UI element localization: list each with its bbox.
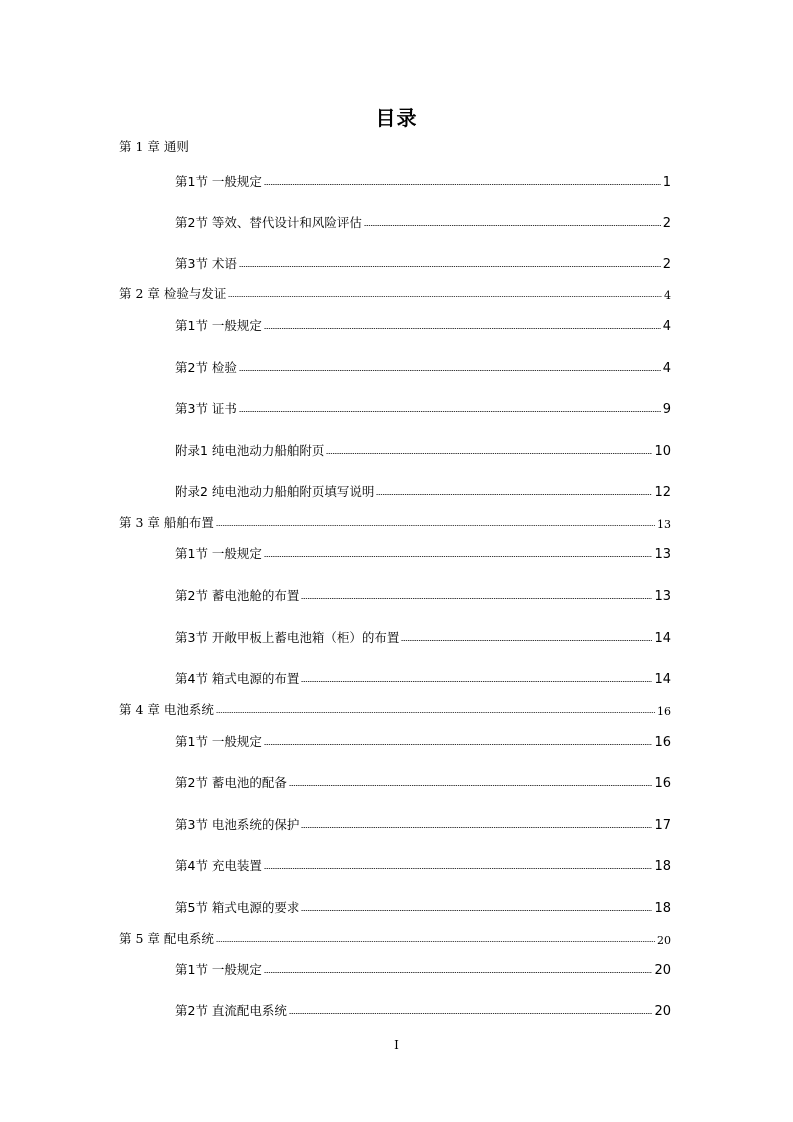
dot-leader — [326, 452, 652, 455]
dot-leader — [401, 639, 652, 642]
toc-entry-label: 第 4 章 电池系统 — [119, 702, 214, 717]
dot-leader — [289, 784, 653, 787]
dot-leader — [239, 369, 661, 372]
toc-page-number: 13 — [654, 547, 671, 562]
toc-section[interactable] — [175, 358, 671, 376]
toc-entry-label: 第1节 一般规定 — [175, 734, 262, 749]
dot-leader — [376, 493, 652, 496]
dot-leader — [364, 224, 661, 227]
toc-page-number: 4 — [664, 289, 671, 302]
toc-page-number: 12 — [654, 485, 671, 500]
toc-page-number: 4 — [662, 319, 671, 334]
toc-appendix[interactable] — [175, 441, 671, 459]
toc-entry-label: 第3节 证书 — [175, 401, 237, 416]
toc-entry-label: 第1节 一般规定 — [175, 174, 262, 189]
toc-section[interactable] — [175, 773, 671, 791]
toc-page-number: 13 — [657, 518, 671, 531]
toc-entry-label: 第4节 箱式电源的布置 — [175, 671, 300, 686]
toc-section[interactable] — [175, 316, 671, 334]
dot-leader — [216, 711, 655, 714]
toc-appendix[interactable] — [175, 482, 671, 500]
dot-leader — [216, 524, 655, 527]
toc-section[interactable] — [175, 544, 671, 562]
dot-leader — [301, 909, 652, 912]
dot-leader — [264, 183, 661, 186]
dot-leader — [301, 597, 652, 600]
toc-page-number: 1 — [662, 175, 671, 190]
toc-chapter-1[interactable] — [119, 137, 671, 155]
toc-section[interactable] — [175, 254, 671, 272]
toc-section[interactable] — [175, 856, 671, 874]
toc-chapter-3[interactable] — [119, 513, 671, 531]
toc-entry-label: 第 3 章 船舶布置 — [119, 515, 214, 530]
toc-page-number: 16 — [654, 735, 671, 750]
toc-section[interactable] — [175, 1001, 671, 1019]
toc-section[interactable] — [175, 732, 671, 750]
dot-leader — [264, 971, 653, 974]
toc-entry-label: 第1节 一般规定 — [175, 962, 262, 977]
toc-entry-label: 附录1 纯电池动力船舶附页 — [175, 443, 325, 458]
dot-leader — [264, 743, 653, 746]
toc-entry-label: 第3节 术语 — [175, 256, 237, 271]
toc-entry-label: 第3节 电池系统的保护 — [175, 817, 300, 832]
toc-page-number: 20 — [657, 934, 671, 947]
toc-entry-label: 附录2 纯电池动力船舶附页填写说明 — [175, 484, 375, 499]
toc-page-number: 20 — [654, 963, 671, 978]
toc-page-number: 2 — [662, 216, 671, 231]
toc-entry-label: 第 5 章 配电系统 — [119, 931, 214, 946]
toc-entry-label: 第4节 充电装置 — [175, 858, 262, 873]
toc-page-number: 13 — [654, 589, 671, 604]
toc-page-number: 4 — [662, 361, 671, 376]
toc-page-number: 16 — [654, 776, 671, 791]
toc-page-number: 10 — [654, 444, 671, 459]
toc-page-number: 18 — [654, 859, 671, 874]
toc-section[interactable] — [175, 213, 671, 231]
toc-page-number: 14 — [654, 631, 671, 646]
toc-page-number: 18 — [654, 901, 671, 916]
toc-section[interactable] — [175, 898, 671, 916]
toc-page-number: 14 — [654, 672, 671, 687]
toc-section[interactable] — [175, 628, 671, 646]
toc-entry-label: 第5节 箱式电源的要求 — [175, 900, 300, 915]
toc-section[interactable] — [175, 172, 671, 190]
toc-page-number: 16 — [657, 705, 671, 718]
toc-chapter-4[interactable] — [119, 700, 671, 718]
toc-section[interactable] — [175, 669, 671, 687]
toc-page-number: 9 — [662, 402, 671, 417]
page-footer-number: I — [394, 1038, 399, 1052]
dot-leader — [264, 327, 661, 330]
toc-entry-label: 第 2 章 检验与发证 — [119, 286, 227, 301]
toc-entry-label: 第2节 蓄电池舱的布置 — [175, 588, 300, 603]
dot-leader — [264, 867, 653, 870]
toc-chapter-5[interactable] — [119, 929, 671, 947]
dot-leader — [216, 940, 655, 943]
toc-entry-label: 第 1 章 通则 — [119, 139, 189, 154]
toc-entry-label: 第1节 一般规定 — [175, 546, 262, 561]
toc-entry-label: 第2节 直流配电系统 — [175, 1003, 287, 1018]
dot-leader — [239, 265, 661, 268]
toc-entry-label: 第1节 一般规定 — [175, 318, 262, 333]
dot-leader — [239, 410, 661, 413]
dot-leader — [301, 680, 652, 683]
toc-page-number: 20 — [654, 1004, 671, 1019]
dot-leader — [301, 826, 652, 829]
toc-title: 目录 — [375, 106, 418, 130]
toc-section[interactable] — [175, 815, 671, 833]
toc-section[interactable] — [175, 399, 671, 417]
toc-entry-label: 第2节 等效、替代设计和风险评估 — [175, 215, 362, 230]
dot-leader — [228, 295, 662, 298]
toc-entry-label: 第2节 蓄电池的配备 — [175, 775, 287, 790]
toc-page-number: 17 — [654, 818, 671, 833]
dot-leader — [289, 1012, 653, 1015]
dot-leader — [264, 555, 653, 558]
toc-chapter-2[interactable] — [119, 284, 671, 302]
toc-section[interactable] — [175, 960, 671, 978]
toc-entry-label: 第2节 检验 — [175, 360, 237, 375]
toc-section[interactable] — [175, 586, 671, 604]
toc-page-number: 2 — [662, 257, 671, 272]
toc-entry-label: 第3节 开敞甲板上蓄电池箱（柜）的布置 — [175, 630, 400, 645]
